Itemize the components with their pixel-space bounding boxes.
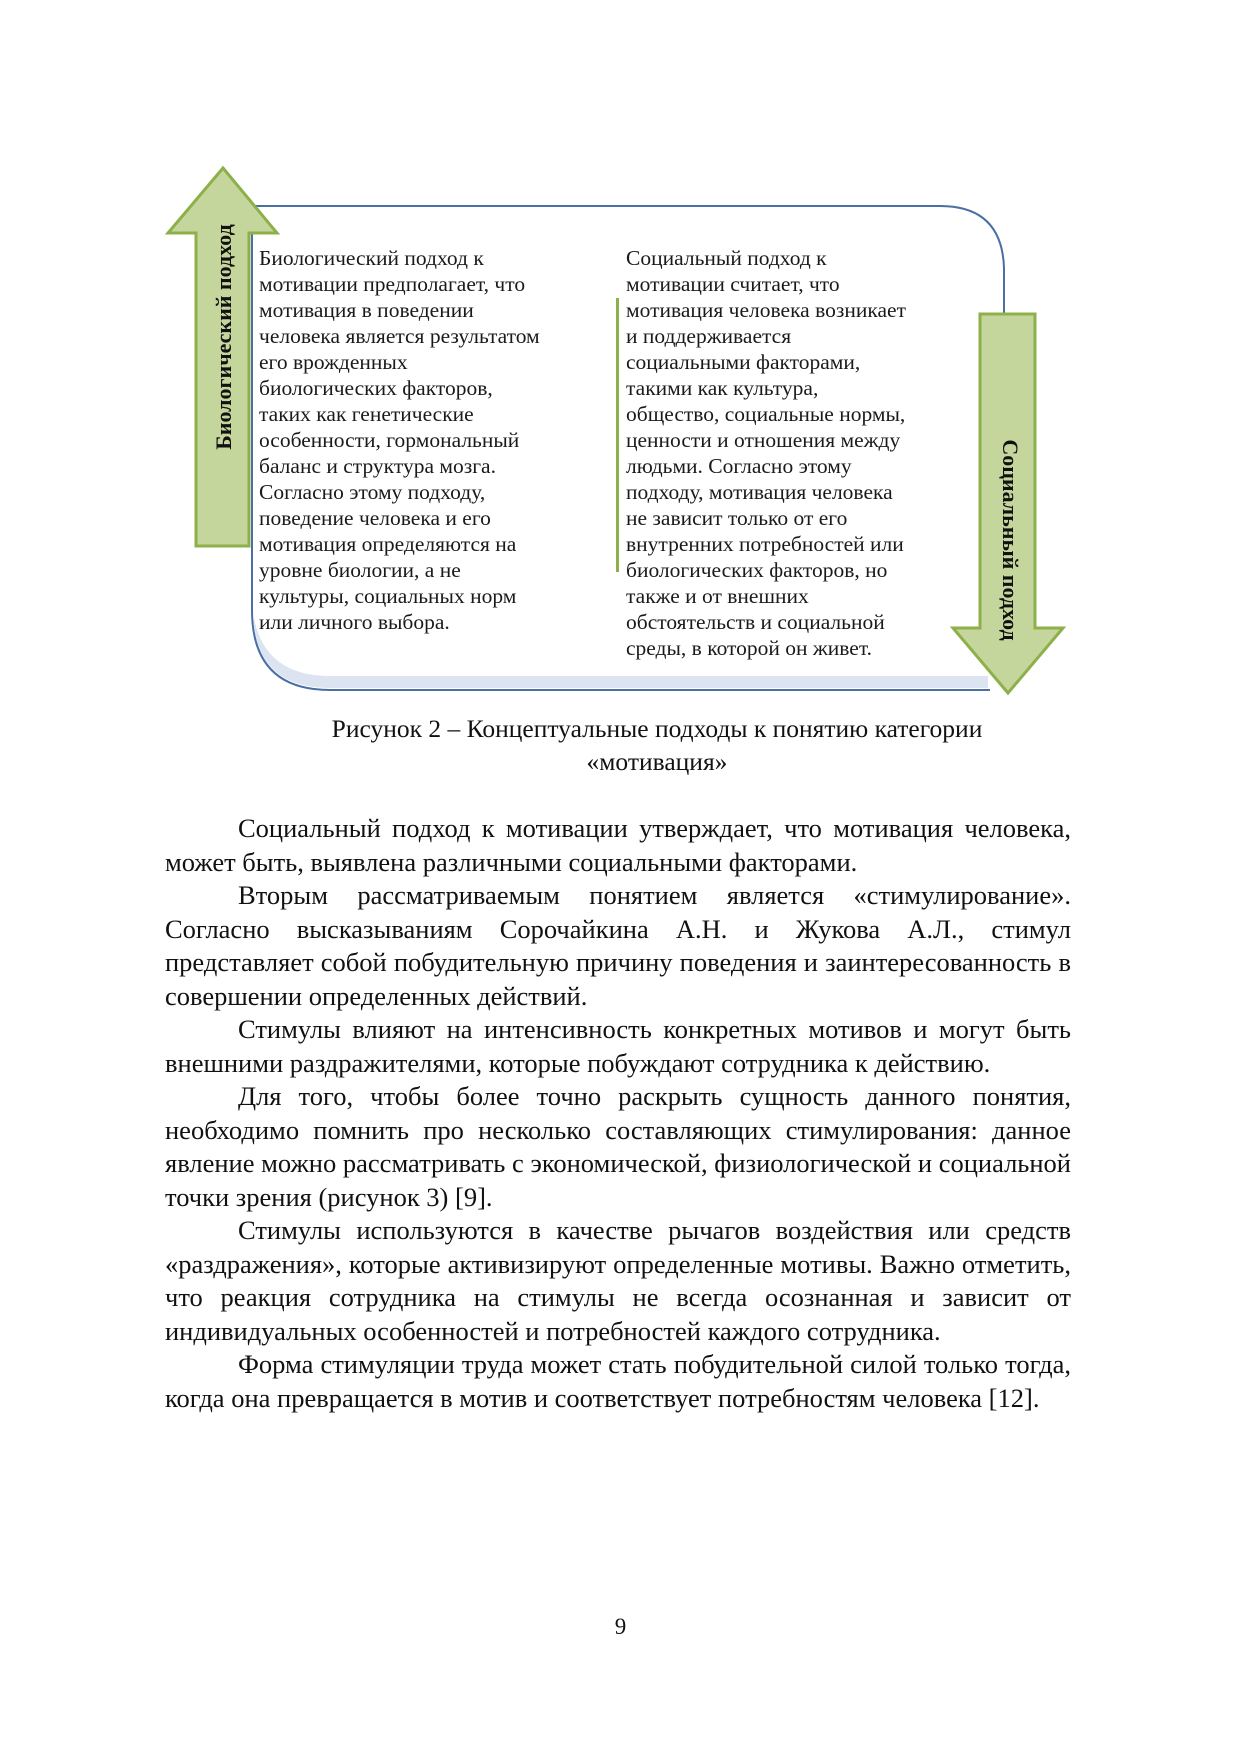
text-line: обстоятельств и социальной [626, 610, 885, 634]
text-line: уровне биологии, а не [259, 558, 461, 582]
text-line: биологических факторов, [259, 376, 493, 400]
text-line: баланс и структура мозга. [259, 454, 496, 478]
text-line: социальными факторами, [626, 350, 861, 374]
figure-caption [150, 712, 1164, 778]
caption-line-2: «мотивация» [586, 747, 728, 776]
text-line: культуры, социальных норм [259, 584, 517, 608]
right-arrow-label: Социальный подход [998, 439, 1023, 641]
text-line: ценности и отношения между [626, 428, 901, 452]
paragraph: Форма стимуляции труда может стать побудительной силой только тогда, когда она превращается в мотив и соответствует потребностям человека [12]. [165, 1349, 1071, 1413]
left-arrow-label: Биологический подход [211, 224, 236, 450]
paragraph: Стимулы используются в качестве рычагов воздействия или средств «раздражения», которые активизируют определенные мотивы. Важно отметить, что реакция сотрудника на стимулы не всегда осознанная и зависит от индивидуальных особенностей и потребностей каждого сотрудника. [165, 1215, 1071, 1346]
text-line: особенности, гормональный [259, 428, 520, 452]
text-line: биологических факторов, но [626, 558, 888, 582]
text-line: общество, социальные нормы, [626, 402, 906, 426]
text-line: подходу, мотивация человека [626, 480, 893, 504]
text-line: Биологический подход к [259, 246, 484, 270]
text-line: мотивации предполагает, что [259, 272, 526, 296]
text-line: такими как культура, [626, 376, 819, 400]
paragraph: Социальный подход к мотивации утверждает, что мотивация человека, может быть, выявлена различными социальными факторами. [165, 813, 1071, 877]
page-number: 9 [614, 1614, 627, 1639]
text-line: и поддерживается [626, 324, 792, 348]
text-line: мотивация человека возникает [626, 298, 906, 322]
text-line: человека является результатом [259, 324, 540, 348]
text-line: Согласно этому подходу, [259, 480, 486, 504]
text-line: Социальный подход к [626, 246, 827, 270]
biological-approach-text [259, 245, 540, 635]
text-line: также и от внешних [626, 584, 809, 608]
text-line: не зависит только от его [626, 506, 848, 530]
text-line: людьми. Согласно этому [626, 454, 852, 478]
text-line: среды, в которой он живет. [626, 636, 872, 660]
social-approach-text [626, 245, 906, 661]
paragraph: Стимулы влияют на интенсивность конкретных мотивов и могут быть внешними раздражителями, которые побуждают сотрудника к действию. [165, 1014, 1071, 1078]
text-line: внутренних потребностей или [626, 532, 904, 556]
text-line: поведение человека и его [259, 506, 491, 530]
text-line: таких как генетические [259, 402, 474, 426]
text-line: или личного выбора. [259, 610, 450, 634]
text-line: мотивация определяются на [259, 532, 517, 556]
concept-diagram [0, 0, 1241, 720]
text-line: мотивации считает, что [626, 272, 840, 296]
body-text [165, 812, 1071, 1415]
paragraph: Вторым рассматриваемым понятием является «стимулирование». Согласно высказываниям Сорочайкина А.Н. и Жукова А.Л., стимул представляет собой побудительную причину поведения и заинтересованность в совершении определенных действий. [165, 880, 1071, 1011]
caption-line-1: Рисунок 2 – Концептуальные подходы к понятию категории [331, 714, 983, 743]
text-line: его врожденных [259, 350, 408, 374]
column-divider [616, 298, 619, 572]
text-line: мотивация в поведении [259, 298, 474, 322]
diagram-graphics [0, 0, 1241, 720]
paragraph: Для того, чтобы более точно раскрыть сущность данного понятия, необходимо помнить про несколько составляющих стимулирования: данное явление можно рассматривать с экономической, физиологической и социальной точки зрения (рисунок 3) [9]. [165, 1081, 1071, 1212]
